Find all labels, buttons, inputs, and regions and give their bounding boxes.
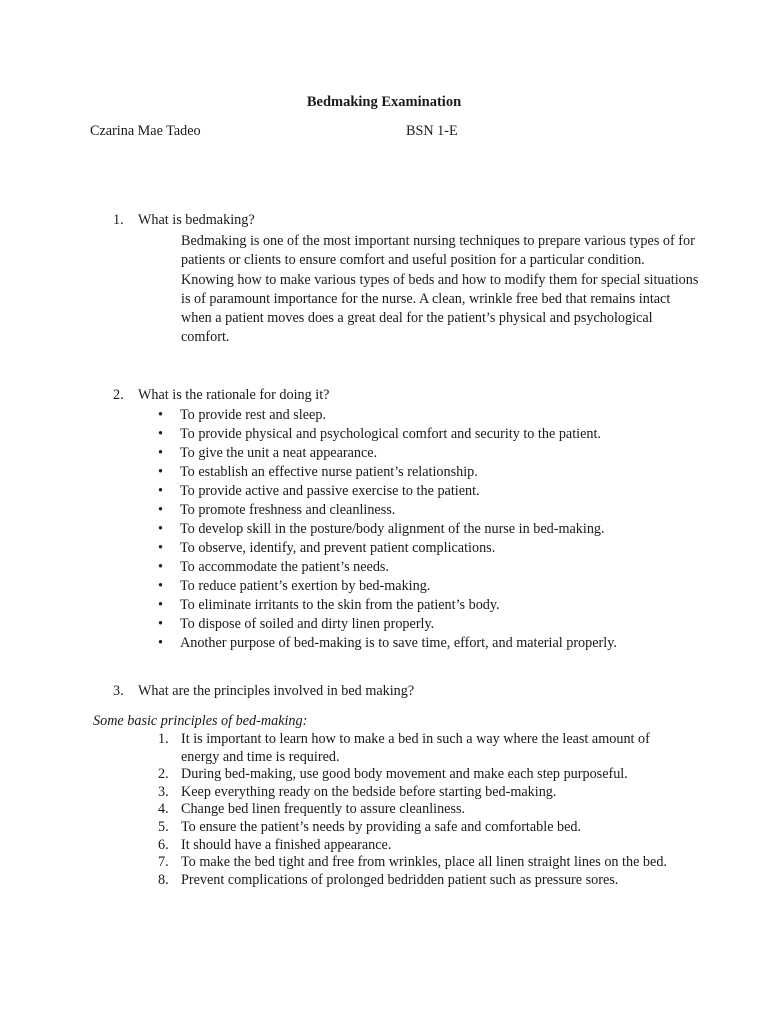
question-number: 2. xyxy=(113,387,124,403)
list-item xyxy=(150,801,690,819)
list-item xyxy=(150,784,690,802)
item-number: 4. xyxy=(158,801,169,818)
item-number: 7. xyxy=(158,854,169,871)
question-text: What is bedmaking? xyxy=(138,212,255,228)
item-number: 2. xyxy=(158,766,169,783)
question-number: 1. xyxy=(113,212,124,228)
question-number: 3. xyxy=(113,683,124,699)
list-item: • To provide rest and sleep. xyxy=(158,406,617,425)
author-name: Czarina Mae Tadeo xyxy=(90,123,201,139)
list-item xyxy=(150,766,690,784)
item-text: During bed-making, use good body movement and make each step purposeful. xyxy=(181,766,628,783)
item-number: 1. xyxy=(158,731,169,747)
list-item xyxy=(150,731,690,766)
item-number: 3. xyxy=(158,783,169,800)
subheading: Some basic principles of bed-making: xyxy=(93,713,308,729)
question-text: What is the rationale for doing it? xyxy=(138,387,330,403)
item-text: It should have a finished appearance. xyxy=(181,836,392,853)
item-text: Keep everything ready on the bedside before starting bed-making. xyxy=(181,783,557,800)
document-title: Bedmaking Examination xyxy=(306,94,462,110)
item-text: It is important to learn how to make a bed in such a way where the least amount of energy and time is required. xyxy=(181,731,650,765)
list-item: • To establish an effective nurse patient’s relationship. xyxy=(158,463,617,482)
list-item: • To observe, identify, and prevent patient complications. xyxy=(158,539,617,558)
course-section: BSN 1-E xyxy=(406,123,458,139)
item-text: To ensure the patient’s needs by providing a safe and comfortable bed. xyxy=(181,818,582,835)
item-text: Change bed linen frequently to assure cleanliness. xyxy=(181,801,466,818)
list-item: • To provide active and passive exercise to the patient. xyxy=(158,482,617,501)
list-item: • To dispose of soiled and dirty linen properly. xyxy=(158,615,617,634)
list-item: • To give the unit a neat appearance. xyxy=(158,444,617,463)
item-number: 8. xyxy=(158,871,169,888)
list-item: • To provide physical and psychological comfort and security to the patient. xyxy=(158,425,617,444)
rationale-list xyxy=(158,406,617,653)
list-item: • To reduce patient’s exertion by bed-making. xyxy=(158,577,617,596)
list-item: • To promote freshness and cleanliness. xyxy=(158,501,617,520)
item-number: 5. xyxy=(158,818,169,835)
list-item: • To accommodate the patient’s needs. xyxy=(158,558,617,577)
list-item: • To develop skill in the posture/body alignment of the nurse in bed-making. xyxy=(158,520,617,539)
list-item: • Another purpose of bed-making is to save time, effort, and material properly. xyxy=(158,634,617,653)
principles-list xyxy=(150,731,690,889)
list-item: • To eliminate irritants to the skin from the patient’s body. xyxy=(158,596,617,615)
list-item xyxy=(150,854,690,872)
list-item xyxy=(150,819,690,837)
item-number: 6. xyxy=(158,836,169,853)
item-text: To make the bed tight and free from wrinkles, place all linen straight lines on the bed. xyxy=(181,854,667,871)
answer-paragraph: Bedmaking is one of the most important nursing techniques to prepare various types of for patients or clients to ensure comfort and useful position for a particular condition. Knowing how to make various types of beds and how to modify them for special situations is of paramount importance for the nurse. A clean, wrinkle free bed that remains intact when a patient moves does a great deal for the patient’s physical and psychological comfort. xyxy=(181,233,699,346)
question-text: What are the principles involved in bed making? xyxy=(138,683,415,699)
list-item xyxy=(150,837,690,855)
list-item xyxy=(150,872,690,890)
item-text: Prevent complications of prolonged bedridden patient such as pressure sores. xyxy=(181,871,619,888)
